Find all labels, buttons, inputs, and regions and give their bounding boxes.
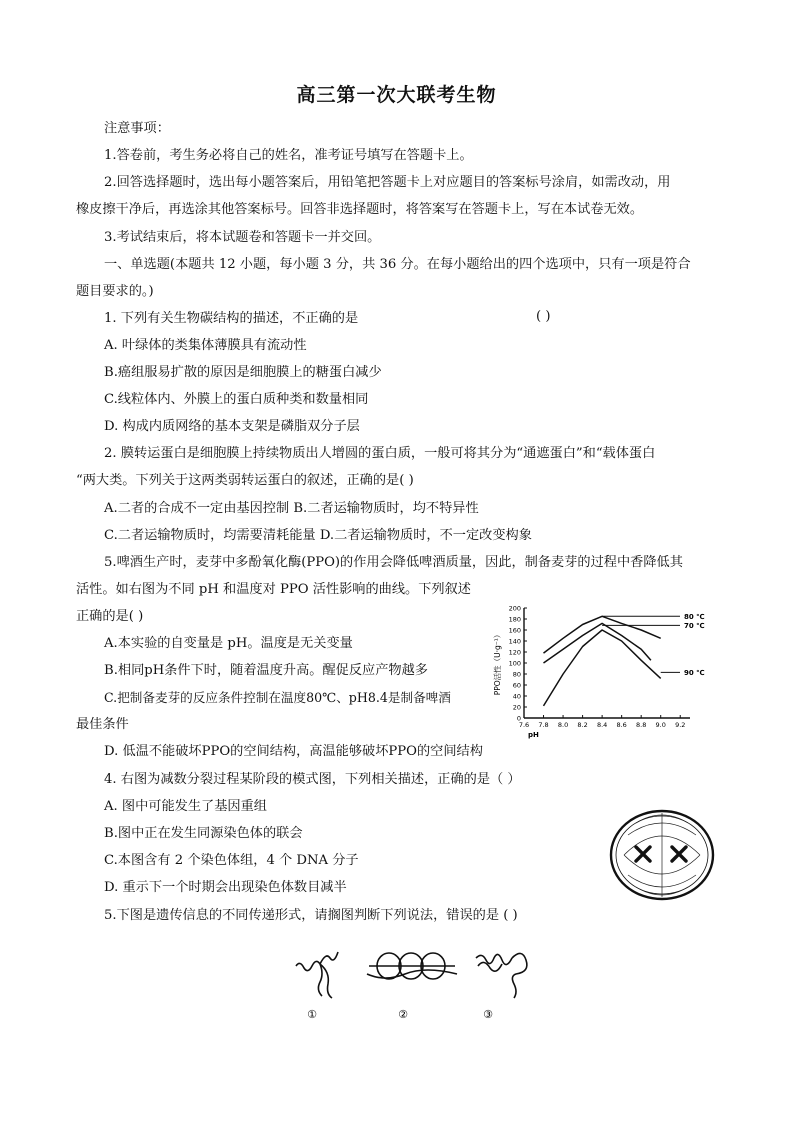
- x-tick-label: 9.2: [675, 721, 686, 729]
- ppo-activity-chart: [490, 600, 730, 740]
- x-tick-label: 8.2: [577, 721, 588, 729]
- q4-option-b: B.图中正在发生同源染色体的联会: [104, 826, 303, 841]
- series-line-2: [544, 623, 651, 663]
- q3-option-a: A.本实验的自变量是 pH。温度是无关变量: [104, 636, 353, 651]
- q2-stem: 2. 膜转运蛋白是细胞膜上持续物质出人增圆的蛋白质，一般可将其分为“通遮蛋白”和“载体蛋白: [104, 446, 656, 461]
- q2-options-ab: A.二者的合成不一定由基因控制 B.二者运输物质时，均不特异性: [104, 501, 479, 516]
- series-label-2: 70 ℃: [684, 621, 705, 630]
- q5-figure-2: [365, 938, 460, 1023]
- q4-stem: 4. 右图为减数分裂过程某阶段的模式图，下列相关描述，正确的是（ ）: [104, 772, 521, 787]
- q1-option-d: D. 构成内质网络的基本支架是磷脂双分子层: [104, 419, 360, 434]
- x-tick-label: 8.6: [616, 721, 627, 729]
- q4-option-d: D. 重示下一个时期会出现染色体数目减半: [104, 880, 347, 895]
- y-tick-label: 40: [512, 692, 521, 701]
- q1-option-a: A. 叶绿体的类集体薄膜具有流动性: [104, 338, 307, 353]
- y-tick-label: 200: [508, 604, 521, 613]
- section-heading-cont: 题目要求的。): [76, 284, 154, 299]
- note-item-3: 3.考试结束后，将本试题卷和答题卡一并交回。: [104, 230, 381, 245]
- x-tick-label: 8.4: [596, 721, 608, 729]
- series-label-1: 80 ℃: [684, 612, 705, 621]
- q3-option-b: B.相同pH条件下时，随着温度升高。醒促反应产物越多: [104, 663, 428, 678]
- q5-label-1: ①: [307, 1008, 317, 1021]
- q3-stem-cont2: 正确的是( ): [76, 609, 144, 624]
- y-tick-label: 140: [508, 637, 521, 646]
- x-axis-label: pH: [528, 731, 539, 739]
- q5-label-3: ③: [483, 1008, 493, 1021]
- q1-answer-paren: ( ): [536, 309, 551, 324]
- y-axis-label: PPO活性（U·g⁻¹）: [493, 630, 502, 696]
- y-tick-label: 60: [512, 681, 521, 690]
- series-line-3: [544, 630, 661, 706]
- y-tick-label: 160: [508, 626, 521, 635]
- meiosis-cell-diagram: [606, 805, 718, 905]
- q1-stem: 1. 下列有关生物碳结构的描述，不正确的是: [104, 311, 359, 326]
- note-item-2: 2.回答选择题时，选出每小题答案后，用铅笔把答题卡上对应题目的答案标号涂肩，如需改动，用: [104, 175, 671, 190]
- q3-option-d: D. 低温不能破坏PPO的空间结构，高温能够破坏PPO的空间结构: [104, 744, 483, 759]
- q2-options-cd: C.二者运输物质时，均需要清耗能量 D.二者运输物质时，不一定改变构象: [104, 528, 532, 543]
- q3-stem-cont: 活性。如右图为不同 pH 和温度对 PPO 活性影响的曲线。下列叙述: [76, 582, 471, 597]
- y-tick-label: 80: [512, 670, 521, 679]
- y-tick-label: 120: [508, 648, 521, 657]
- x-tick-label: 8.0: [557, 721, 569, 729]
- q5-stem: 5.下图是遗传信息的不同传递形式，请搁图判断下列说法，错误的是 ( ): [104, 908, 518, 923]
- notes-header: 注意事项：: [104, 121, 170, 136]
- q5-figure-3: [470, 938, 540, 1023]
- q2-stem-cont: “两大类。下列关于这两类弱转运蛋白的叙述，正确的是( ): [76, 473, 414, 488]
- x-tick-label: 7.8: [538, 721, 549, 729]
- x-tick-label: 7.6: [518, 721, 530, 729]
- q3-option-c: C.把制备麦芽的反应条件控制在温度80℃、pH8.4是制备啤酒: [104, 690, 451, 705]
- x-tick-label: 9.0: [655, 721, 666, 729]
- page-title: 高三第一次大联考生物: [296, 84, 497, 106]
- y-tick-label: 180: [508, 615, 521, 624]
- y-tick-label: 100: [508, 659, 521, 668]
- q4-option-c: C.本图含有 2 个染色体组，4 个 DNA 分子: [104, 853, 359, 868]
- q1-option-b: B.癌组服易扩散的原因是细胞膜上的糖蛋白减少: [104, 365, 382, 380]
- q3-stem: 5.啤酒生产时，麦芽中多酚氧化酶(PPO)的作用会降低啤酒质量，因此，制备麦芽的过程中香降低其: [104, 555, 683, 570]
- q5-figure-1: [290, 938, 350, 1023]
- q3-option-c-cont: 最佳条件: [76, 717, 129, 732]
- section-heading: 一、单选题(本题共 12 小题，每小题 3 分，共 36 分。在每小题给出的四个选项中，只有一项是符合: [104, 257, 691, 272]
- series-label-3: 90 ℃: [684, 668, 705, 677]
- y-tick-label: 20: [512, 703, 521, 712]
- x-tick-label: 8.8: [636, 721, 647, 729]
- q1-option-c: C.线粒体内、外膜上的蛋白质种类和数量相同: [104, 392, 369, 407]
- y-tick-label: 0: [516, 714, 521, 723]
- note-item-2-cont: 橡皮擦干净后，再选涂其他答案标号。回答非选择题时，将答案写在答题卡上，写在本试卷无效。: [76, 202, 644, 217]
- series-line-1: [544, 616, 661, 653]
- q5-label-2: ②: [398, 1008, 408, 1021]
- note-item-1: 1.答卷前，考生务必将自己的姓名，准考证号填写在答题卡上。: [104, 148, 473, 163]
- q4-option-a: A. 图中可能发生了基因重组: [104, 799, 267, 814]
